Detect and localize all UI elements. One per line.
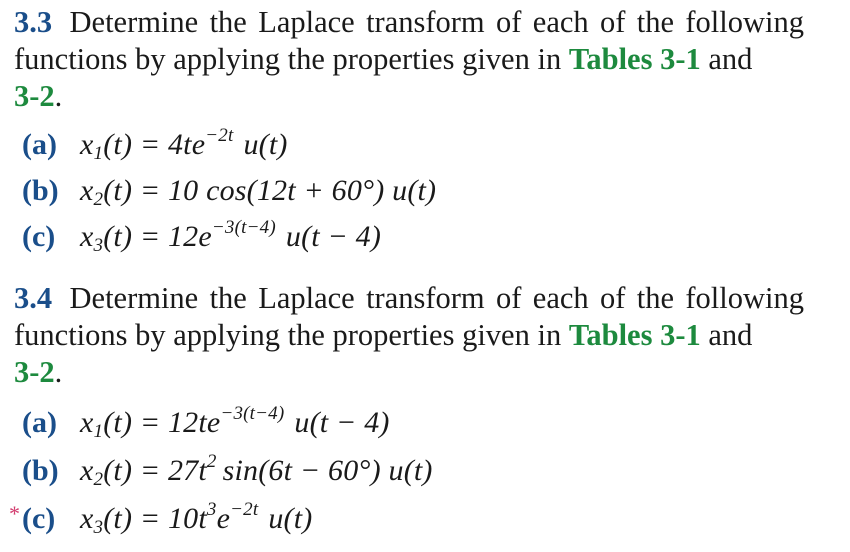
problem-3-4 [9,280,805,538]
part-label: (b) [22,174,59,207]
part-a [22,127,288,163]
eq-body: (t) = 10t [103,502,207,535]
eq-subscript: 2 [93,189,104,210]
problem-statement [14,280,804,391]
table-reference-link[interactable]: 3-2 [14,79,55,113]
problem-text: Determine the Laplace transform of each of the following functions by applying the properties given in [14,5,805,76]
eq-exponent: −2t [205,125,234,146]
conjunction-text: and [708,42,753,76]
equation [80,403,390,442]
eq-body: (t) = 10 cos(12t + 60°) u(t) [103,174,437,207]
eq-subscript: 1 [93,143,104,164]
eq-exponent: −3(t−4) [211,217,276,238]
eq-body: (t) = 12e [103,220,212,253]
eq-func: x [80,454,94,487]
eq-func: x [80,220,94,253]
problem-number: 3.4 [14,281,53,315]
period-text: . [54,355,63,389]
problem-statement [14,4,804,115]
eq-subscript: 3 [93,235,104,256]
part-label: (b) [22,454,59,487]
problem-number: 3.3 [14,5,53,39]
eq-body-2: e [216,502,231,535]
eq-body: (t) = 27t [103,454,207,487]
equation [80,174,437,210]
eq-tail: u(t) [268,502,313,535]
table-reference-link[interactable]: Tables 3-1 [568,318,701,352]
eq-exponent: 3 [206,499,217,520]
eq-exponent-2: −2t [230,499,259,520]
part-a [22,405,390,441]
eq-body: (t) = 4te [103,128,206,161]
star-marker: * [9,501,20,526]
eq-exponent: 2 [206,451,217,472]
eq-func: x [80,502,94,535]
part-b [22,453,433,489]
eq-tail: u(t − 4) [294,406,390,439]
eq-subscript: 3 [93,517,104,538]
part-label: (c) [22,220,56,253]
problem-text: Determine the Laplace transform of each of the following functions by applying the properties given in [14,281,805,352]
problem-3-3 [14,4,805,256]
eq-func: x [80,174,94,207]
part-label: (a) [22,406,57,439]
table-reference-link[interactable]: Tables 3-1 [568,42,701,76]
equation [80,217,382,256]
part-label: (a) [22,128,57,161]
eq-tail: sin(6t − 60°) u(t) [222,454,433,487]
equation [80,125,288,164]
equation [80,499,313,538]
table-reference-link[interactable]: 3-2 [14,355,55,389]
part-c [22,219,381,255]
eq-subscript: 2 [93,469,104,490]
eq-tail: u(t − 4) [285,220,382,253]
part-label: (c) [22,502,56,535]
period-text: . [54,79,63,113]
eq-func: x [80,406,94,439]
eq-exponent: −3(t−4) [220,403,285,424]
part-b [22,173,436,209]
part-c [9,499,313,538]
eq-tail: u(t) [243,128,288,161]
eq-func: x [80,128,94,161]
equation [80,451,433,490]
conjunction-text: and [708,318,753,352]
eq-body: (t) = 12te [103,406,221,439]
eq-subscript: 1 [93,421,104,442]
